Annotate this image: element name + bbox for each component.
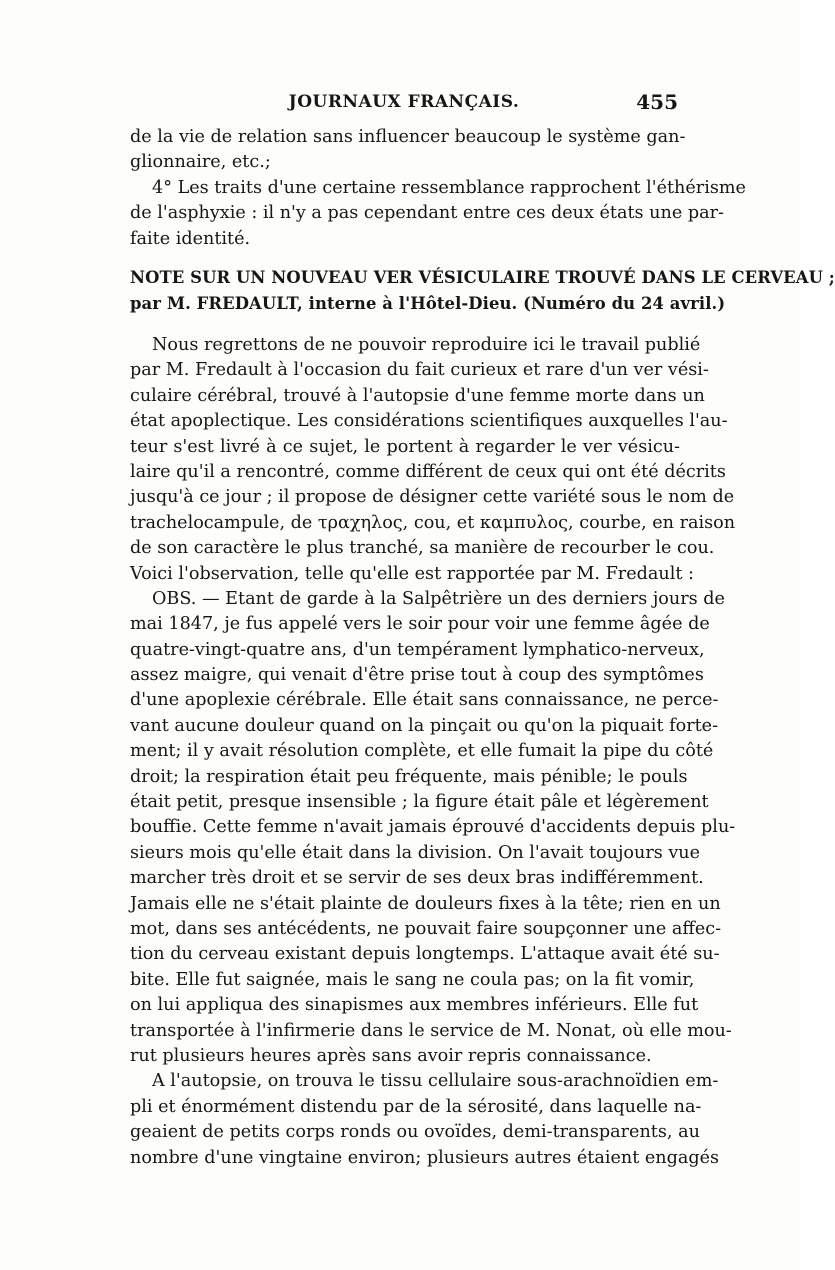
text-line: teur s'est livré à ce sujet, le portent à regarder le ver vésicu- xyxy=(130,436,680,457)
running-head xyxy=(130,92,678,118)
text-line: mai 1847, je fus appelé vers le soir pour voir une femme âgée de xyxy=(130,614,710,635)
text-line: d'une apoplexie cérébrale. Elle était sans connaissance, ne perce- xyxy=(130,690,719,711)
top-paragraph xyxy=(130,125,746,252)
text-line: Voici l'observation, telle qu'elle est rapportée par M. Fredault : xyxy=(130,563,694,584)
text-line: par M. Fredault à l'occasion du fait curieux et rare d'un ver vési- xyxy=(130,360,709,381)
text-line: geaient de petits corps ronds ou ovoïdes, demi-transparents, au xyxy=(130,1122,700,1143)
text-line: OBS. — Etant de garde à la Salpêtrière un des derniers jours de xyxy=(152,588,725,609)
text-line: était petit, presque insensible ; la figure était pâle et légèrement xyxy=(130,792,709,813)
text-line: rut plusieurs heures après sans avoir repris connaissance. xyxy=(130,1045,652,1066)
text-line: sieurs mois qu'elle était dans la division. On l'avait toujours vue xyxy=(130,842,701,863)
text-line: droit; la respiration était peu fréquente, mais pénible; le pouls xyxy=(130,766,688,787)
text-line: assez maigre, qui venait d'être prise tout à coup des symptômes xyxy=(130,665,704,686)
text-line: état apoplectique. Les considérations scientifiques auxquelles l'au- xyxy=(130,411,728,432)
text-line: 4° Les traits d'une certaine ressemblance rapprochent l'éthérisme xyxy=(152,177,746,198)
text-line: trachelocampule, de τραχηλος, cou, et καμπυλος, courbe, en raison xyxy=(130,512,736,533)
text-line: glionnaire, etc.; xyxy=(130,152,271,173)
text-line: Jamais elle ne s'était plainte de douleurs fixes à la tête; rien en un xyxy=(130,893,721,914)
note-author-line: par M. FREDAULT, interne à l'Hôtel-Dieu. (Numéro du 24 avril.) xyxy=(130,294,726,313)
text-line: de son caractère le plus tranché, sa manière de recourber le cou. xyxy=(130,538,715,559)
text-line: nombre d'une vingtaine environ; plusieurs autres étaient engagés xyxy=(130,1147,720,1168)
text-line: quatre-vingt-quatre ans, d'un tempérament lymphatico-nerveux, xyxy=(130,639,705,660)
text-line: bouffie. Cette femme n'avait jamais éprouvé d'accidents depuis plu- xyxy=(130,817,736,838)
running-title: JOURNAUX FRANÇAIS. xyxy=(288,92,520,112)
text-line: tion du cerveau existant depuis longtemps. L'attaque avait été su- xyxy=(130,944,720,965)
note-title-line: NOTE SUR UN NOUVEAU VER VÉSICULAIRE TROUVÉ DANS LE CERVEAU ; xyxy=(130,268,835,287)
text-line: ment; il y avait résolution complète, et elle fumait la pipe du côté xyxy=(130,741,714,762)
text-line: mot, dans ses antécédents, ne pouvait faire soupçonner une affec- xyxy=(130,918,722,939)
text-line: transportée à l'infirmerie dans le service de M. Nonat, où elle mou- xyxy=(130,1020,732,1041)
text-line: bite. Elle fut saignée, mais le sang ne coula pas; on la fit vomir, xyxy=(130,969,695,990)
note-heading xyxy=(130,265,835,317)
text-line: culaire cérébral, trouvé à l'autopsie d'une femme morte dans un xyxy=(130,385,705,406)
text-line: jusqu'à ce jour ; il propose de désigner cette variété sous le nom de xyxy=(130,487,735,508)
page-number: 455 xyxy=(636,90,678,114)
text-line: laire qu'il a rencontré, comme différent de ceux qui ont été décrits xyxy=(130,461,726,482)
article-body xyxy=(130,333,736,1171)
text-line: on lui appliqua des sinapismes aux membres inférieurs. Elle fut xyxy=(130,995,699,1016)
text-line: marcher très droit et se servir de ses deux bras indifféremment. xyxy=(130,868,704,889)
text-line: faite identité. xyxy=(130,228,251,249)
text-line: de l'asphyxie : il n'y a pas cependant entre ces deux états une par- xyxy=(130,203,724,224)
text-line: Nous regrettons de ne pouvoir reproduire ici le travail publié xyxy=(152,335,701,355)
text-line: de la vie de relation sans influencer beaucoup le système gan- xyxy=(130,127,686,147)
text-line: A l'autopsie, on trouva le tissu cellulaire sous-arachnoïdien em- xyxy=(152,1071,719,1092)
text-line: pli et énormément distendu par de la sérosité, dans laquelle na- xyxy=(130,1096,702,1117)
text-line: vant aucune douleur quand on la pinçait ou qu'on la piquait forte- xyxy=(130,715,719,736)
